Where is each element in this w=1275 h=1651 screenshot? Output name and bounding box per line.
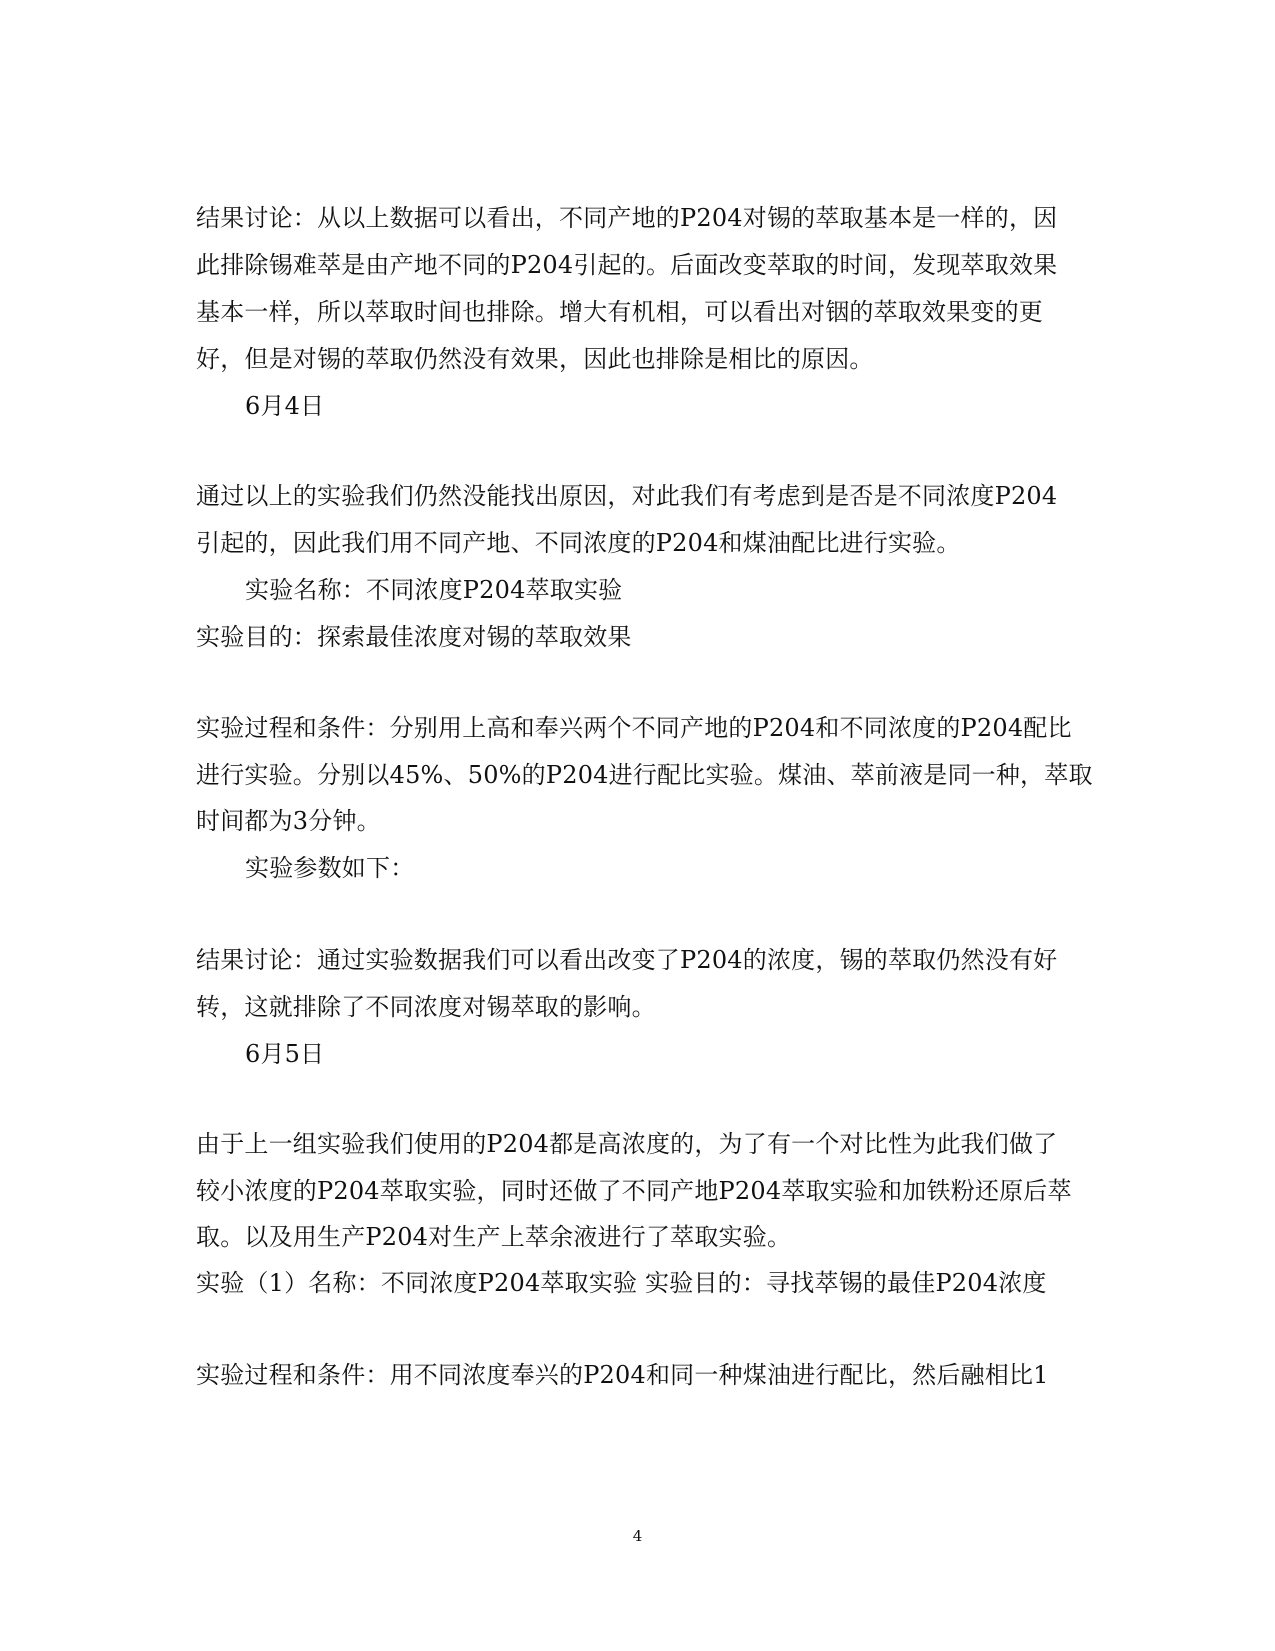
paragraph-line: 结果讨论：通过实验数据我们可以看出改变了P204的浓度，锡的萃取仍然没有好: [196, 946, 1058, 974]
paragraph-line: 较小浓度的P204萃取实验，同时还做了不同产地P204萃取实验和加铁粉还原后萃: [196, 1177, 1072, 1205]
paragraph-line: 进行实验。分别以45%、50%的P204进行配比实验。煤油、萃前液是同一种，萃取: [196, 761, 1093, 789]
experiment-name: 实验名称：不同浓度P204萃取实验: [245, 576, 623, 604]
experiment-purpose: 实验目的：探索最佳浓度对锡的萃取效果: [196, 623, 632, 651]
paragraph-line: 引起的，因此我们用不同产地、不同浓度的P204和煤油配比进行实验。: [196, 529, 961, 557]
date-heading: 6月5日: [245, 1040, 325, 1068]
paragraph-line: 时间都为3分钟。: [196, 807, 381, 835]
paragraph-line: 此排除锡难萃是由产地不同的P204引起的。后面改变萃取的时间，发现萃取效果: [196, 251, 1058, 279]
page-number: 4: [632, 1527, 643, 1545]
paragraph-line: 结果讨论：从以上数据可以看出，不同产地的P204对锡的萃取基本是一样的，因: [196, 204, 1058, 232]
paragraph-line: 转，这就排除了不同浓度对锡萃取的影响。: [196, 993, 656, 1021]
paragraph-line: 实验过程和条件：分别用上高和奉兴两个不同产地的P204和不同浓度的P204配比: [196, 714, 1072, 742]
paragraph-line: 基本一样，所以萃取时间也排除。增大有机相，可以看出对铟的萃取效果变的更: [196, 298, 1043, 326]
paragraph-line: 好，但是对锡的萃取仍然没有效果，因此也排除是相比的原因。: [196, 345, 874, 373]
paragraph-line: 由于上一组实验我们使用的P204都是高浓度的，为了有一个对比性为此我们做了: [196, 1130, 1058, 1158]
date-heading: 6月4日: [245, 392, 325, 420]
parameters-heading: 实验参数如下：: [245, 854, 415, 882]
paragraph-line: 取。以及用生产P204对生产上萃余液进行了萃取实验。: [196, 1223, 792, 1251]
paragraph-line: 通过以上的实验我们仍然没能找出原因，对此我们有考虑到是否是不同浓度P204: [196, 482, 1058, 510]
experiment-heading: 实验（1）名称：不同浓度P204萃取实验 实验目的：寻找萃锡的最佳P204浓度: [196, 1269, 1047, 1297]
paragraph-line: 实验过程和条件：用不同浓度奉兴的P204和同一种煤油进行配比，然后融相比1: [196, 1361, 1049, 1389]
